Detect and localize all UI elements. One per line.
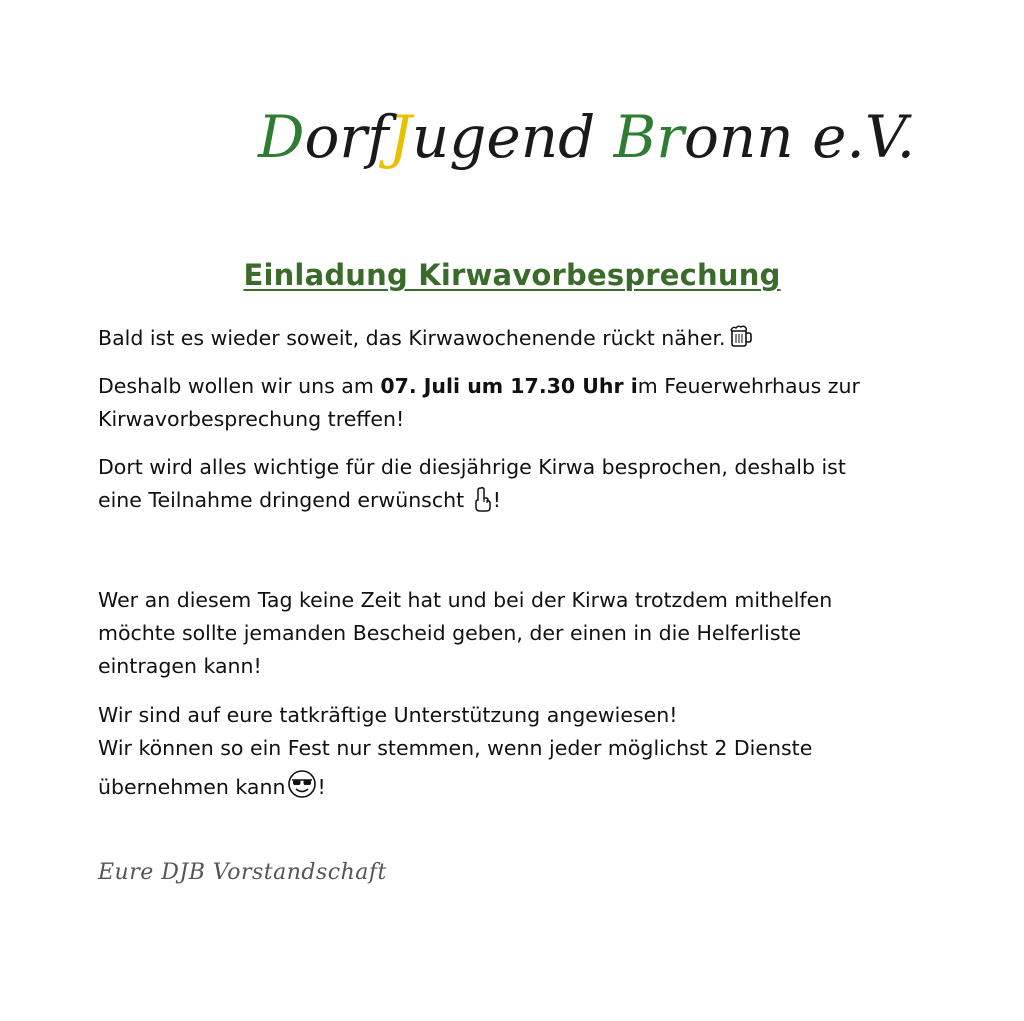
logo-text-onn: onn e.V. [684, 103, 916, 171]
paragraph-support-line1: Wir sind auf eure tatkräftige Unterstützung angewiesen! [98, 703, 678, 727]
paragraph-attendance-end: ! [492, 488, 501, 512]
paragraph-helpers-line2: möchte sollte jemanden Bescheid geben, der einen in die Helferliste [98, 621, 802, 645]
paragraph-helpers-line1: Wer an diesem Tag keine Zeit hat und bei der Kirwa trotzdem mithelfen [98, 588, 833, 612]
paragraph-date-pre: Deshalb wollen wir uns am [98, 374, 381, 398]
paragraph-support [98, 699, 928, 809]
logo-letter-d: D [258, 103, 305, 171]
page-title: Einladung Kirwavorbesprechung [243, 258, 781, 292]
paragraph-helpers-line3: eintragen kann! [98, 654, 262, 678]
pointing-finger-icon [473, 486, 493, 522]
sunglasses-smiley-icon [287, 769, 317, 809]
paragraph-intro-text: Bald ist es wieder soweit, das Kirwawochenende rückt näher. [98, 326, 726, 350]
paragraph-date-post: m Feuerwehrhaus zur [637, 374, 860, 398]
paragraph-attendance [98, 451, 928, 522]
paragraph-attendance-line1: Dort wird alles wichtige für die diesjährige Kirwa besprochen, deshalb ist [98, 455, 846, 479]
paragraph-date-line2: Kirwavorbesprechung treffen! [98, 407, 405, 431]
paragraph-date [98, 370, 928, 436]
paragraph-support-line2: Wir können so ein Fest nur stemmen, wenn jeder möglichst 2 Dienste [98, 736, 813, 760]
paragraph-support-line3 [98, 769, 928, 809]
logo-letter-j: J [388, 103, 412, 171]
paragraph-helpers [98, 584, 928, 683]
paragraph-intro [98, 322, 928, 360]
paragraph-attendance-line2 [98, 484, 928, 522]
paragraph-attendance-text: eine Teilnahme dringend erwünscht [98, 488, 471, 512]
paragraph-support-end: ! [317, 775, 326, 799]
logo-text-orf: orf [304, 103, 389, 171]
meeting-date-time: 07. Juli um 17.30 Uhr i [380, 374, 638, 398]
logo [258, 95, 916, 185]
paragraph-date-line1 [98, 370, 928, 403]
svg-text:DorfJugend Bronn e.V. [257, 103, 915, 171]
paragraph-support-text: übernehmen kann [98, 775, 286, 799]
beer-mug-icon [728, 324, 754, 360]
logo-wordmark [258, 95, 916, 185]
signature: Eure DJB Vorstandschaft [98, 860, 387, 885]
logo-text-br: Br [613, 103, 684, 171]
logo-text-ugend: ugend [411, 103, 614, 171]
